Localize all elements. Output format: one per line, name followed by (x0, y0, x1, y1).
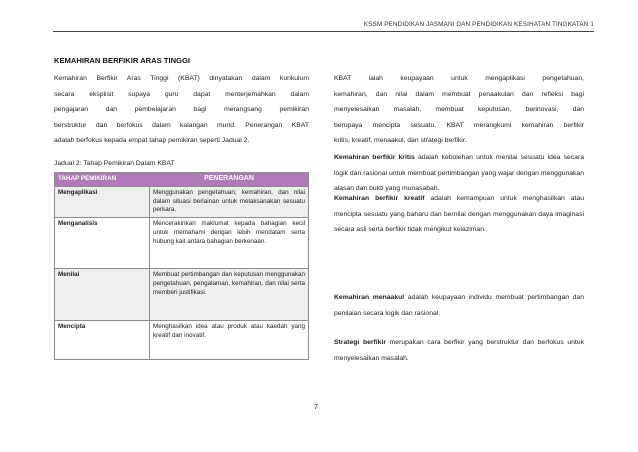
header-level: TAHAP PEMIKIRAN (55, 173, 150, 187)
right-intro-line: KBAT ialah keupayaan untuk mengaplikasi pengetahuan, (334, 75, 584, 82)
description-cell: Menghasilkan idea atau produk atau kaedah yang kreatif dan inovatif. (150, 321, 309, 360)
left-para-line: secara eksplisit supaya guru dapat menterjemahkan dalam (54, 90, 309, 98)
table-caption: Jadual 2: Tahap Pemikiran Dalam KBAT (54, 160, 175, 167)
definition-reasoning (334, 290, 584, 321)
definition-text: merupakan cara berfikir yang berstruktur dan berfokus untuk menyelesaikan masalah. (334, 339, 584, 362)
left-para-line: adalah berfokus kepada empat tahap pemikiran seperti Jadual 2. (54, 137, 250, 144)
section-title: KEMAHIRAN BERFIKIR ARAS TINGGI (54, 56, 190, 65)
definition-creative (334, 191, 584, 238)
table-row (55, 321, 309, 360)
left-paragraph (54, 71, 309, 149)
header-description: PENERANGAN (150, 173, 309, 187)
description-cell: Mencerakinkan maklumat kepada bahagian kecil untuk memahami dengan lebih mendalam serta hubung kait antara bahagian berkenaan. (150, 218, 309, 269)
level-cell: Mengaplikasi (55, 186, 150, 217)
table-row (55, 218, 309, 269)
definition-strategy (334, 335, 584, 366)
definition-term: Kemahiran menaakul (334, 294, 405, 301)
table-row (55, 186, 309, 217)
left-para-line: pengajaran dan pembelajaran bagi merangsang pemikiran (54, 106, 309, 113)
level-cell: Menilai (55, 269, 150, 321)
table-row (55, 269, 309, 321)
right-intro-line: berupaya mencipta sesuatu. KBAT merangkumi kemahiran berfikir (334, 121, 584, 129)
right-intro-line: kritis, kreatif, menaakul, dan strategi berfikir. (334, 137, 467, 144)
definition-term: Kemahiran berfikir kreatif (334, 195, 425, 202)
header-rule (53, 31, 594, 32)
thinking-levels-table (54, 172, 309, 360)
definition-critical (334, 150, 584, 197)
definition-term: Kemahiran berfikir kritis (334, 154, 415, 161)
table-header-row (55, 173, 309, 187)
level-cell: Menganalisis (55, 218, 150, 269)
definition-text: adalah kebolehan untuk menilai sesuatu idea secara logik dan rasional untuk membuat pertimbangan yang wajar dengan menggunakan alasan dan bukti yang munasabah. (334, 154, 585, 192)
level-cell: Mencipta (55, 321, 150, 360)
right-intro-line: menyelesaikan masalah, membuat keputusan, berinovasi, dan (334, 106, 584, 113)
description-cell: Menggunakan pengetahuan, kemahiran, dan nilai dalam situasi berlainan untuk melaksanakan sesuatu perkara. (150, 186, 309, 217)
left-para-line: berstruktur dan berfokus dalam kalangan murid. Penerangan KBAT (54, 121, 309, 129)
running-header: KSSM PENDIDIKAN JASMANI DAN PENDIDIKAN KESIHATAN TINGKATAN 1 (363, 21, 594, 28)
page-number: 7 (314, 402, 318, 411)
right-intro-line: kemahiran, dan nilai dalam membuat penaakulan dan refleksi bagi (334, 90, 584, 98)
definition-text: adalah kemampuan untuk menghasilkan atau mencipta sesuatu yang baharu dan bernilai dengan menggunakan daya imaginasi secara asli serta berfikir tidak mengikut kelaziman. (334, 195, 584, 233)
definition-term: Strategi berfikir (334, 339, 386, 346)
left-para-line: Kemahiran Berfikir Aras Tinggi (KBAT) dinyatakan dalam kurikulum (54, 75, 309, 82)
description-cell: Membuat pertimbangan dan keputusan menggunakan pengetahuan, pengalaman, kemahiran, dan nilai serta memberi justifikasi. (150, 269, 309, 321)
definition-text: adalah keupayaan individu membuat pertimbangan dan penilaian secara logik dan rasional. (334, 294, 584, 317)
right-intro-paragraph (334, 71, 584, 149)
